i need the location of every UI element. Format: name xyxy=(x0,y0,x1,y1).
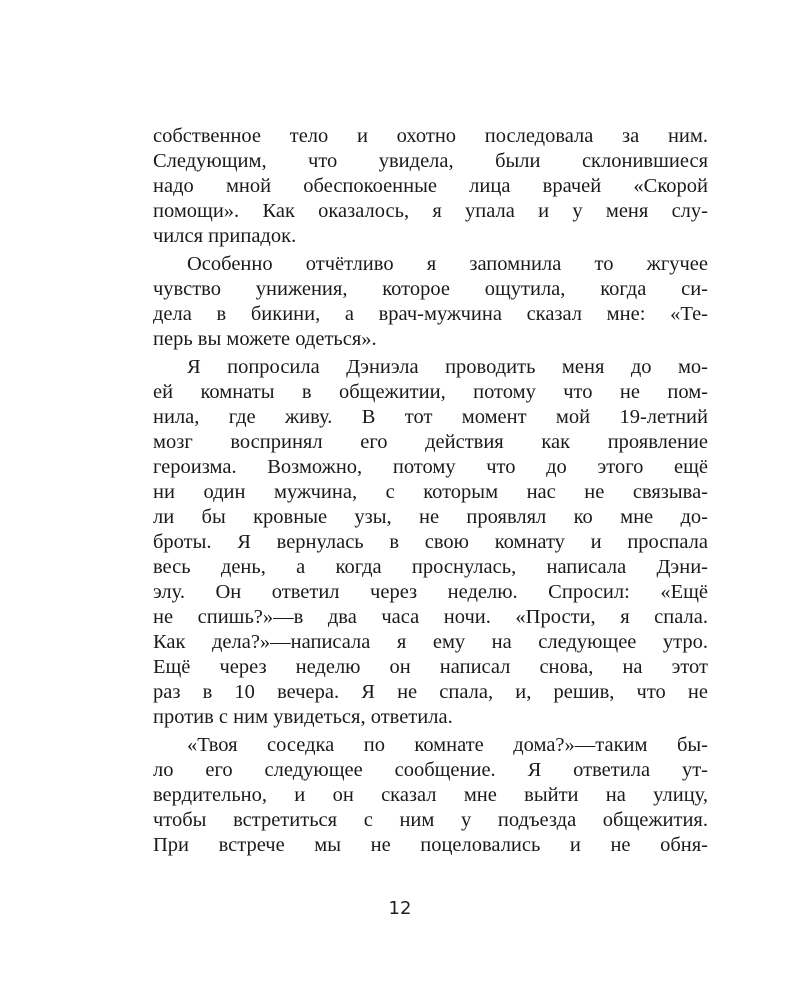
text-line: ни один мужчина, с которым нас не связыва- xyxy=(153,481,708,503)
text-line: ли бы кровные узы, не проявлял ко мне до- xyxy=(153,506,708,528)
text-line: перь вы можете одеться». xyxy=(153,328,377,350)
text-line: броты. Я вернулась в свою комнату и проспала xyxy=(153,531,708,553)
text-line: не спишь?»—в два часа ночи. «Прости, я спала. xyxy=(153,606,708,628)
text-line: раз в 10 вечера. Я не спала, и, решив, что не xyxy=(153,681,708,703)
text-line: Особенно отчётливо я запомнила то жгучее xyxy=(187,253,708,275)
text-line: вердительно, и он сказал мне выйти на улицу, xyxy=(153,784,708,806)
text-line: ло его следующее сообщение. Я ответила ут- xyxy=(153,759,708,781)
text-line: Ещё через неделю он написал снова, на этот xyxy=(153,656,708,678)
text-line: ей комнаты в общежитии, потому что не пом- xyxy=(153,381,708,403)
text-line: чился припадок. xyxy=(153,225,297,247)
text-line: элу. Он ответил через неделю. Спросил: «Ещё xyxy=(153,581,708,603)
text-line: Как дела?»—написала я ему на следующее утро. xyxy=(153,631,708,653)
page-number: 12 xyxy=(388,898,412,919)
text-line: мозг воспринял его действия как проявление xyxy=(153,431,708,453)
text-line: чтобы встретиться с ним у подъезда общежития. xyxy=(153,809,708,831)
text-line: надо мной обеспокоенные лица врачей «Скорой xyxy=(153,175,708,197)
text-line: весь день, а когда проснулась, написала Дэни- xyxy=(153,556,708,578)
body-text xyxy=(153,124,708,858)
text-line: При встрече мы не поцеловались и не обня- xyxy=(153,834,708,856)
text-line: против с ним увидеться, ответила. xyxy=(153,706,453,728)
text-line: Я попросила Дэниэла проводить меня до мо- xyxy=(187,356,708,378)
text-line: героизма. Возможно, потому что до этого ещё xyxy=(153,456,708,478)
text-line: чувство унижения, которое ощутила, когда си- xyxy=(153,278,708,300)
text-line: собственное тело и охотно последовала за ним. xyxy=(153,125,708,147)
text-line: помощи». Как оказалось, я упала и у меня слу- xyxy=(153,200,708,222)
text-line: «Твоя соседка по комнате дома?»—таким бы- xyxy=(187,734,708,756)
text-line: нила, где живу. В тот момент мой 19-летний xyxy=(153,406,708,428)
text-line: Следующим, что увидела, были склонившиеся xyxy=(153,150,708,172)
text-line: дела в бикини, а врач-мужчина сказал мне: «Те- xyxy=(153,303,708,325)
